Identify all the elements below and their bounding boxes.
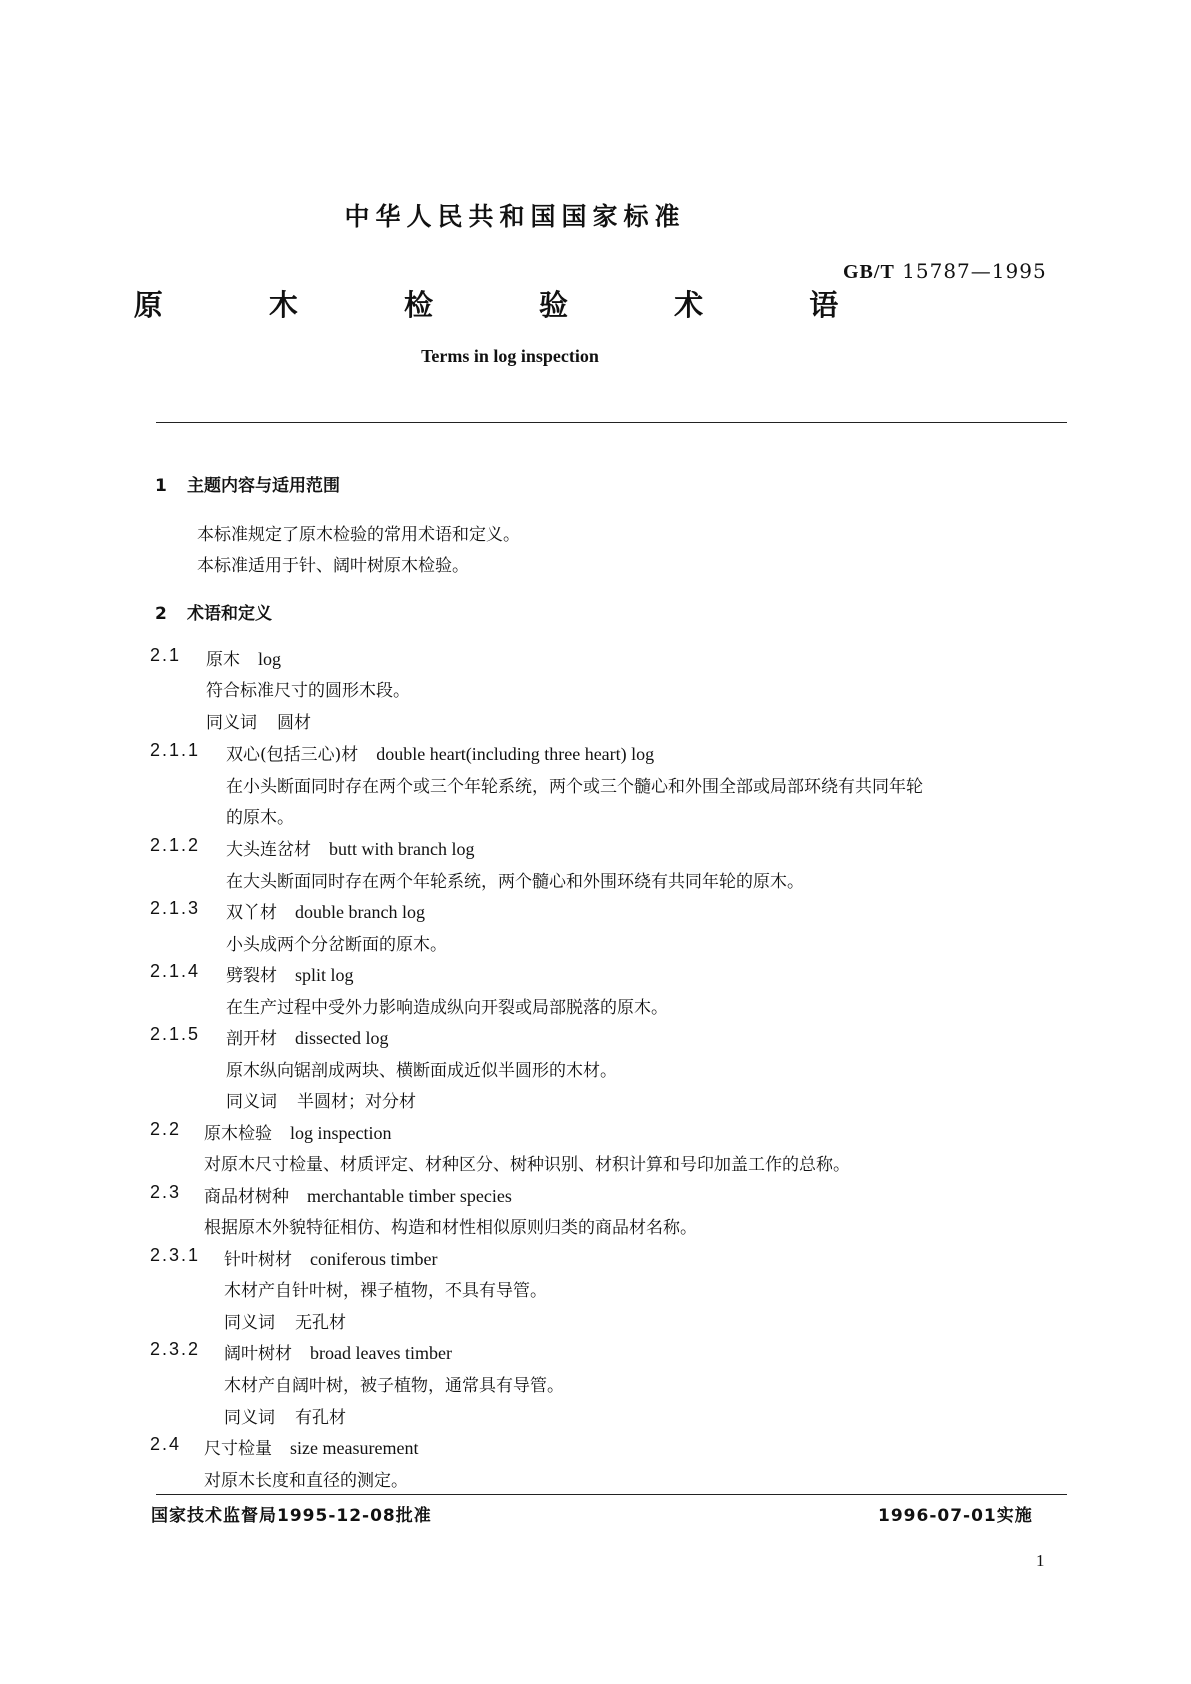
term-number: 2.1.3	[150, 898, 201, 918]
term-chinese: 双丫材	[226, 903, 277, 923]
term-entry	[150, 1245, 437, 1270]
synonym-value: 无孔材	[295, 1313, 346, 1333]
term-definition: 原木纵向锯剖成两块、横断面成近似半圆形的木材。	[226, 1061, 617, 1081]
term-english: log inspection	[290, 1123, 392, 1143]
term-chinese: 双心(包括三心)材	[226, 745, 359, 765]
term-number: 2.1.5	[150, 1024, 201, 1044]
term-chinese: 原木	[206, 650, 240, 670]
term-entry	[150, 740, 654, 765]
standard-code	[843, 259, 1047, 284]
term-entry	[150, 1182, 512, 1207]
term-number: 2.3.1	[150, 1245, 201, 1265]
section-1-paragraph: 本标准规定了原木检验的常用术语和定义。	[197, 525, 520, 545]
section-title: 主题内容与适用范围	[187, 476, 340, 496]
term-definition: 在生产过程中受外力影响造成纵向开裂或局部脱落的原木。	[226, 998, 668, 1018]
term-definition: 对原木长度和直径的测定。	[204, 1471, 408, 1491]
term-english: double heart(including three heart) log	[376, 744, 655, 764]
term-english: size measurement	[290, 1438, 419, 1458]
term-synonym	[206, 708, 311, 733]
term-definition: 在大头断面同时存在两个年轮系统，两个髓心和外围环绕有共同年轮的原木。	[226, 872, 804, 892]
term-chinese: 原木检验	[204, 1124, 272, 1144]
term-english: split log	[295, 965, 354, 985]
term-entry	[150, 961, 354, 986]
term-entry	[150, 1434, 418, 1459]
document-title: 原 木 检 验 术 语	[133, 288, 887, 322]
section-1-paragraph: 本标准适用于针、阔叶树原木检验。	[197, 556, 469, 576]
term-definition: 在小头断面同时存在两个或三个年轮系统，两个或三个髓心和外围全部或局部环绕有共同年轮	[226, 777, 923, 797]
section-number: 2	[155, 604, 167, 624]
term-number: 2.3.2	[150, 1339, 201, 1359]
term-synonym	[226, 1087, 416, 1112]
section-title: 术语和定义	[187, 604, 272, 624]
term-chinese: 针叶树材	[224, 1250, 292, 1270]
synonym-label: 同义词	[206, 713, 257, 733]
synonym-label: 同义词	[224, 1313, 275, 1333]
section-2-heading	[155, 599, 272, 624]
term-chinese: 阔叶树材	[224, 1344, 292, 1364]
term-chinese: 大头连岔材	[226, 840, 311, 860]
section-1-heading	[155, 471, 340, 496]
term-entry	[150, 1339, 452, 1364]
synonym-label: 同义词	[226, 1092, 277, 1112]
term-number: 2.4	[150, 1434, 182, 1454]
term-chinese: 劈裂材	[226, 966, 277, 986]
page-number: 1	[1036, 1551, 1045, 1570]
section-number: 1	[155, 476, 167, 496]
term-number: 2.1	[150, 645, 182, 665]
term-english: coniferous timber	[310, 1249, 438, 1269]
term-synonym	[224, 1308, 346, 1333]
synonym-label: 同义词	[224, 1408, 275, 1428]
term-entry	[150, 1119, 392, 1144]
term-number: 2.1.4	[150, 961, 201, 981]
term-entry	[150, 645, 281, 670]
term-definition: 对原木尺寸检量、材质评定、材种区分、树种识别、材积计算和号印加盖工作的总称。	[204, 1155, 850, 1175]
term-english: log	[258, 649, 282, 669]
synonym-value: 有孔材	[295, 1408, 346, 1428]
term-english: merchantable timber species	[307, 1186, 512, 1206]
header-divider	[156, 422, 1067, 423]
term-english: double branch log	[295, 902, 425, 922]
approval-date: 国家技术监督局1995-12-08批准	[151, 1506, 432, 1526]
term-entry	[150, 898, 425, 923]
term-english: butt with branch log	[329, 839, 475, 859]
term-number: 2.2	[150, 1119, 182, 1139]
term-definition: 木材产自针叶树，裸子植物，不具有导管。	[224, 1281, 547, 1301]
term-synonym	[224, 1403, 346, 1428]
term-definition: 符合标准尺寸的圆形木段。	[206, 681, 410, 701]
term-english: dissected log	[295, 1028, 389, 1048]
synonym-value: 圆材	[277, 713, 311, 733]
term-chinese: 剖开材	[226, 1029, 277, 1049]
standard-code-number: 15787—1995	[902, 259, 1047, 283]
term-chinese: 尺寸检量	[204, 1439, 272, 1459]
term-entry	[150, 1024, 388, 1049]
term-definition: 根据原木外貌特征相仿、构造和材性相似原则归类的商品材名称。	[204, 1218, 697, 1238]
term-chinese: 商品材树种	[204, 1187, 289, 1207]
term-definition: 的原木。	[226, 808, 294, 828]
term-number: 2.1.2	[150, 835, 201, 855]
term-english: broad leaves timber	[310, 1343, 452, 1363]
term-number: 2.3	[150, 1182, 182, 1202]
national-standard-heading: 中华人民共和国国家标准	[344, 202, 686, 231]
standard-code-prefix: GB/T	[843, 261, 895, 283]
document-title-english: Terms in log inspection	[421, 346, 599, 366]
footer-divider	[156, 1494, 1067, 1495]
term-number: 2.1.1	[150, 740, 201, 760]
synonym-value: 半圆材；对分材	[297, 1092, 416, 1112]
term-entry	[150, 835, 474, 860]
term-definition: 木材产自阔叶树，被子植物，通常具有导管。	[224, 1376, 564, 1396]
term-definition: 小头成两个分岔断面的原木。	[226, 935, 447, 955]
implementation-date: 1996-07-01实施	[878, 1506, 1033, 1526]
